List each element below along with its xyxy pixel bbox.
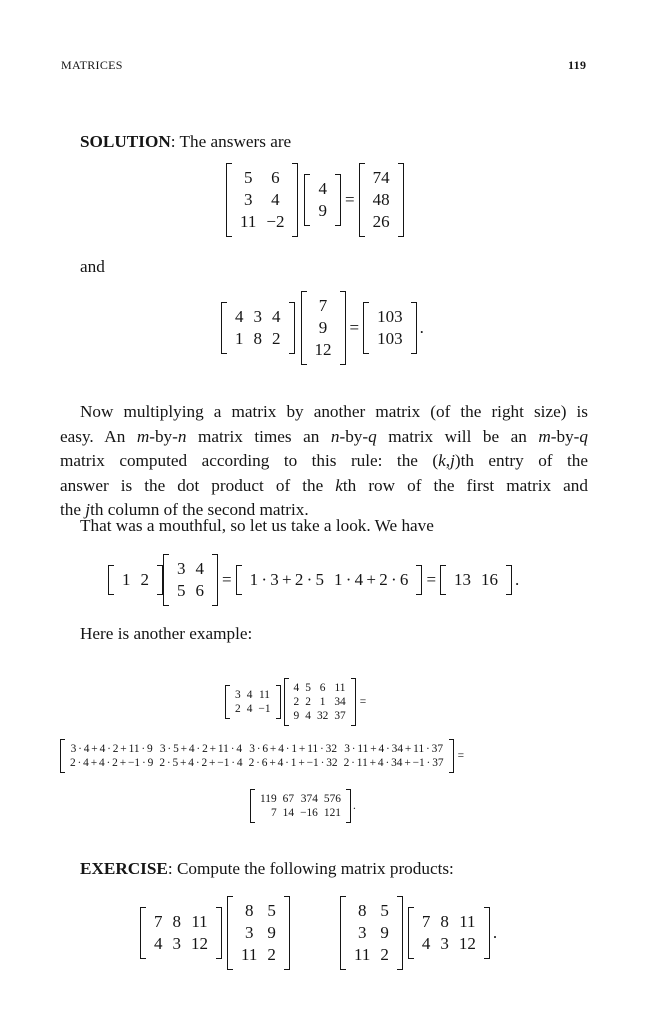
matrix-entry: 9: [380, 923, 389, 942]
vector-3x1: [301, 291, 346, 365]
matrix-entry: 2: [305, 696, 311, 708]
exercise-label: EXERCISE: [80, 859, 168, 878]
matrix-entry: 48: [372, 190, 390, 209]
matrix-entry: 4: [305, 710, 311, 722]
matrix-entry: 4: [318, 179, 327, 198]
matrix-entry: 121: [323, 807, 341, 819]
exercise-product-1: [140, 896, 290, 970]
matrix-entry: 3 · 6 + 4 · 1 + 11 · 32: [249, 743, 338, 755]
matrix-entry: 5: [267, 901, 276, 920]
matrix-entry: 12: [458, 934, 476, 953]
matrix-entry: 2: [272, 329, 281, 348]
matrix-entry: 1: [122, 570, 131, 589]
matrix-entry: 374: [300, 793, 318, 805]
equals-sign: =: [359, 696, 367, 708]
matrix-entry: 26: [372, 212, 390, 231]
equals-sign: =: [344, 190, 355, 209]
matrix-entry: 11: [241, 945, 258, 964]
matrix-entry: 3: [235, 689, 241, 701]
matrix-3x2: [226, 163, 298, 237]
paragraph-line: the jth column of the second matrix.: [60, 500, 309, 519]
equals-sign: =: [426, 570, 437, 589]
solution-label: SOLUTION: [80, 132, 171, 151]
matrix-entry: 576: [323, 793, 341, 805]
equation-2: [221, 291, 424, 365]
solution-line: [80, 130, 291, 155]
matrix-entry: 11: [354, 945, 371, 964]
matrix-entry: 2: [267, 945, 276, 964]
paragraph-line: matrix computed according to this rule: the (k,j)th entry of the: [60, 451, 588, 470]
matrix-entry: −16: [300, 807, 318, 819]
matrix-entry: 119: [260, 793, 277, 805]
matrix-2x3: [140, 907, 222, 959]
matrix-entry: 2: [140, 570, 149, 589]
paragraph-mouthful: That was a mouthful, so let us take a look. We have: [80, 516, 434, 535]
expanded-row-vector: [236, 565, 423, 595]
matrix-entry: 4: [293, 682, 300, 694]
matrix-entry: 4: [195, 559, 204, 578]
exercise-line: [80, 857, 454, 882]
matrix-entry: 3 · 4 + 4 · 2 + 11 · 9: [70, 743, 153, 755]
matrix-entry: 6: [271, 168, 280, 187]
expanded-matrix-2x4: [60, 739, 454, 773]
solution-text: : The answers are: [170, 132, 292, 151]
equation-3: [108, 554, 519, 606]
result-row-vector: [440, 565, 512, 595]
matrix-3x2: [227, 896, 290, 970]
row-vector-1x2: [108, 565, 163, 595]
matrix-entry: 5: [177, 581, 186, 600]
matrix-entry: 2: [235, 703, 241, 715]
matrix-entry: 3 · 5 + 4 · 2 + 11 · 4: [159, 743, 243, 755]
matrix-entry: 9: [293, 710, 300, 722]
exercise-text: : Compute the following matrix products:: [167, 859, 454, 878]
matrix-entry: 3: [244, 923, 254, 942]
period: .: [352, 800, 356, 812]
paragraph-line: Now multiplying a matrix by another matrix (of the right size) is: [80, 402, 588, 421]
matrix-2x3: [225, 685, 281, 719]
matrix-entry: 6: [319, 682, 326, 694]
matrix-2x2: [163, 554, 218, 606]
equation-4-product: [225, 678, 370, 726]
matrix-entry: 8: [172, 912, 181, 931]
matrix-entry: 11: [191, 912, 208, 931]
matrix-entry: 9: [267, 923, 276, 942]
matrix-entry: 8: [244, 901, 254, 920]
period: .: [419, 318, 424, 337]
matrix-entry: 4: [246, 689, 253, 701]
example-text: Here is another example:: [80, 624, 253, 643]
matrix-entry: 4: [246, 703, 253, 715]
matrix-entry: 103: [377, 329, 403, 348]
period: .: [515, 570, 520, 589]
matrix-entry: 4: [235, 307, 244, 326]
matrix-entry: 2 · 4 + 4 · 2 + −1 · 9: [70, 757, 154, 769]
matrix-entry: 9: [318, 201, 327, 220]
matrix-entry: 16: [481, 570, 499, 589]
matrix-entry: 67: [282, 793, 295, 805]
matrix-entry: 1 · 4 + 2 · 6: [334, 570, 409, 589]
paragraph-multiplication-rule: [60, 400, 588, 523]
matrix-entry: 3: [440, 934, 449, 953]
matrix-entry: 9: [318, 318, 328, 337]
matrix-entry: 7: [421, 912, 431, 931]
matrix-entry: 4: [272, 307, 281, 326]
equals-sign: =: [349, 318, 360, 337]
exercise-product-2: [340, 896, 497, 970]
matrix-entry: 11: [459, 912, 476, 931]
matrix-entry: 3: [172, 934, 181, 953]
matrix-entry: 13: [454, 570, 472, 589]
equation-4-expanded: [60, 739, 468, 773]
matrix-entry: 5: [380, 901, 389, 920]
matrix-entry: 34: [334, 696, 346, 708]
page-number: 119: [568, 58, 587, 72]
paragraph-line: easy. An m-by-n matrix times an n-by-q matrix will be an m-by-q: [60, 426, 588, 446]
matrix-2x3: [221, 302, 295, 354]
matrix-entry: 5: [243, 168, 253, 187]
matrix-entry: 8: [357, 901, 367, 920]
matrix-entry: 11: [240, 212, 257, 231]
matrix-entry: 12: [314, 340, 332, 359]
matrix-entry: 1: [235, 329, 244, 348]
matrix-entry: 2 · 11 + 4 · 34 + −1 · 37: [343, 757, 444, 769]
matrix-entry: 3 · 11 + 4 · 34 + 11 · 37: [344, 743, 444, 755]
matrix-entry: 3: [253, 307, 262, 326]
matrix-entry: 2: [293, 696, 300, 708]
matrix-entry: 8: [253, 329, 262, 348]
equation-4-result: [250, 789, 356, 823]
matrix-entry: −2: [266, 212, 285, 231]
matrix-entry: 6: [195, 581, 204, 600]
matrix-entry: 74: [372, 168, 390, 187]
matrix-entry: 7: [154, 912, 163, 931]
paragraph-line: answer is the dot product of the kth row of the first matrix and: [60, 475, 588, 495]
matrix-entry: 12: [191, 934, 208, 953]
equation-1: [226, 163, 404, 237]
matrix-entry: 103: [377, 307, 403, 326]
matrix-entry: 7: [318, 296, 328, 315]
matrix-3x4: [284, 678, 356, 726]
equals-sign: =: [222, 570, 232, 589]
matrix-entry: 1 · 3 + 2 · 5: [249, 570, 325, 589]
matrix-3x2: [340, 896, 403, 970]
result-vector-2x1: [363, 302, 417, 354]
matrix-entry: 3: [177, 559, 186, 578]
period: .: [492, 923, 498, 942]
matrix-entry: 3: [243, 190, 253, 209]
and-text: and: [80, 257, 105, 276]
matrix-entry: 7: [270, 807, 277, 819]
result-vector-3x1: [359, 163, 404, 237]
matrix-entry: 2: [380, 945, 389, 964]
matrix-entry: 4: [271, 190, 280, 209]
matrix-entry: 11: [334, 682, 346, 694]
matrix-entry: −1: [258, 703, 271, 715]
matrix-entry: 4: [154, 934, 163, 953]
matrix-entry: 2 · 5 + 4 · 2 + −1 · 4: [159, 757, 243, 769]
matrix-entry: 11: [258, 689, 270, 701]
matrix-entry: 5: [305, 682, 311, 694]
matrix-entry: 3: [357, 923, 367, 942]
matrix-entry: 8: [440, 912, 449, 931]
equals-sign: =: [457, 750, 465, 762]
matrix-entry: 4: [421, 934, 431, 953]
running-head: MATRICES: [61, 58, 123, 72]
matrix-entry: 14: [282, 807, 295, 819]
vector-2x1: [304, 174, 341, 226]
result-matrix-2x4: [250, 789, 351, 823]
matrix-entry: 37: [334, 710, 346, 722]
matrix-entry: 32: [316, 710, 329, 722]
matrix-entry: 2 · 6 + 4 · 1 + −1 · 32: [248, 757, 338, 769]
matrix-2x3: [408, 907, 490, 959]
matrix-entry: 1: [319, 696, 326, 708]
